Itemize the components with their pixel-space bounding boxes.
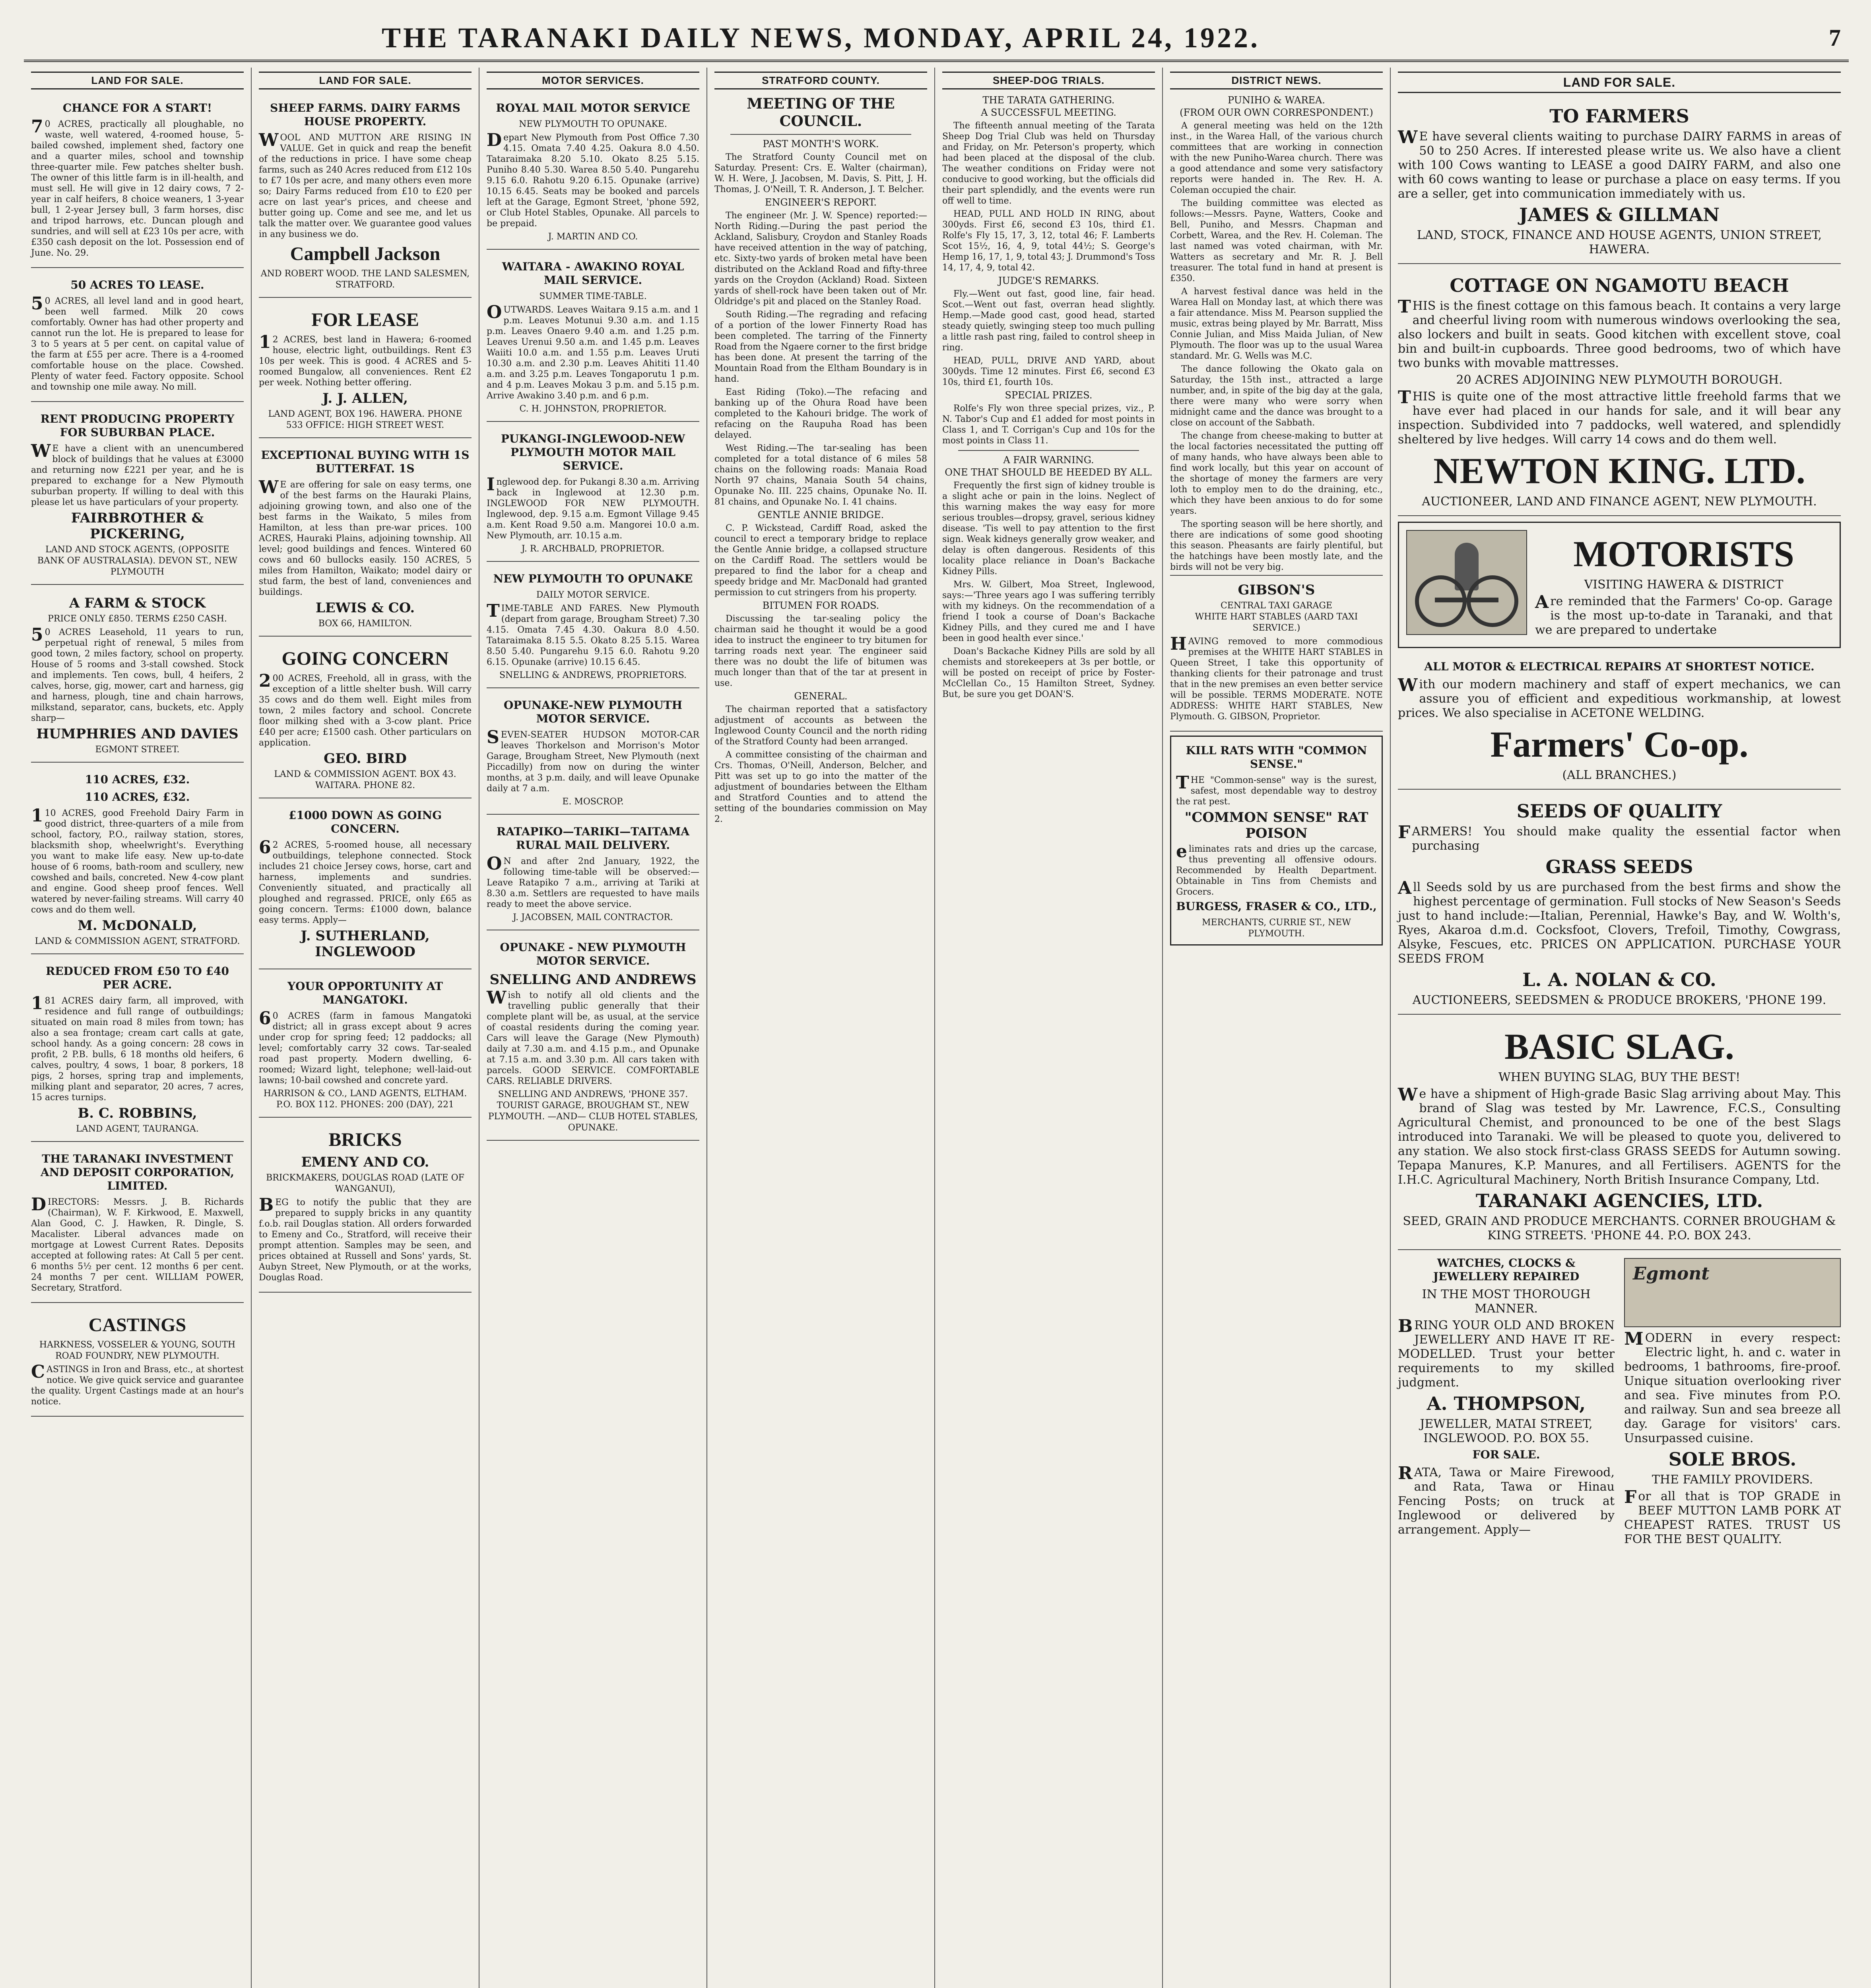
article-section-heading: SPECIAL PRIZES. <box>1005 390 1093 401</box>
article-paragraph: South Riding.—The regrading and refacing of a portion of the lower Finnerty Road has been completed. The tarring of the Finnerty Road from the Ngaere corner to the first bridge has been done. At present the tarring of the Mountain Road from the Eltham Boundary is in hand. <box>714 310 927 384</box>
column-2 <box>252 68 479 1988</box>
advert-body: THE "Common-sense" way is the surest, safest, most dependable way to destroy the rat pest. <box>1176 773 1377 807</box>
advertiser-name: J. SUTHERLAND, INGLEWOOD <box>301 928 430 960</box>
advert-subheading: DAILY MOTOR SERVICE. <box>536 590 650 600</box>
advert-body: THIS is quite one of the most attractive little freehold farms that we have ever had placed in our hands for sale, and it will bear any inspection. Subdivided into 7 paddocks, well watered, and splendidly sheltered by live hedges. Will carry 14 cows and do them well. <box>1398 387 1841 447</box>
advert-body: For all that is TOP GRADE in BEEF MUTTON LAMB PORK AT CHEAPEST RATES. TRUST US FOR THE BEST QUALITY. <box>1624 1487 1841 1546</box>
advert-heading: RENT PRODUCING PROPERTY FOR SUBURBAN PLACE. <box>40 412 235 439</box>
page-number: 7 <box>1829 24 1841 51</box>
advert <box>259 973 472 1118</box>
product-name: GRASS SEEDS <box>1545 856 1693 878</box>
advertiser-name: TARANAKI AGENCIES, LTD. <box>1475 1190 1763 1211</box>
advertiser-name: Campbell Jackson <box>290 243 441 264</box>
article-paragraph: The dance following the Okato gala on Saturday, the 15th inst., attracted a large number, and, in spite of the big day at the gala, there were many who were sorry when midnight came and the dance was brought to a close on account of the Sabbath. <box>1170 364 1383 428</box>
advert <box>31 767 244 954</box>
article-paragraph: Doan's Backache Kidney Pills are sold by all chemists and storekeepers at 3s per bottle, or will be posted on receipt of price by Foster-McClellan Co., 15 Hamilton Street, Sydney. But, be sure you get DOAN'S. <box>942 646 1155 699</box>
advert <box>259 302 472 438</box>
divider <box>730 134 911 135</box>
advert-heading: TO FARMERS <box>1549 105 1689 127</box>
advert-body: FARMERS! You should make quality the essential factor when purchasing <box>1398 822 1841 853</box>
advertiser-address: LAND AGENT, BOX 196. HAWERA. PHONE 533 OFFICE: HIGH STREET WEST. <box>268 409 462 430</box>
advert-heading: NEW PLYMOUTH TO OPUNAKE <box>493 572 693 585</box>
motorists-advert <box>1398 522 1841 648</box>
advertiser-name: J. J. ALLEN, <box>322 390 408 406</box>
advert-body: 181 ACRES dairy farm, all improved, with residence and full range of outbuildings; situated on main road 8 miles from town; has also a sea frontage; cream cart calls at gate, school handy. As a going concern: 28 cows in profit, 2 P.B. bulls, 6 18 months old heifers, 6 calves, poultry, 4 sows, 1 boar, 8 porkers, 18 pigs, 2 horses, spring trap and implements, milking plant and separator, 20 acres, 7 acres, 15 acres turnips. <box>31 993 244 1103</box>
advert-heading: OPUNAKE - NEW PLYMOUTH MOTOR SERVICE. <box>500 941 686 967</box>
advert <box>1398 1254 1615 1549</box>
advert-body: 50 ACRES, all level land and in good heart, been well farmed. Milk 20 cows comfortably. Owner has had other property and cannot run the lot. He is prepared to lease for 3 to 5 years at 5 per cent. on capital value of the farm at £55 per acre. There is a 4-roomed comfortable house on the place. Cowshed. Plenty of water feed. Factory opposite. School and township one mile away. No mill. <box>31 293 244 392</box>
column-7 <box>1391 68 1848 1988</box>
advert <box>31 1307 244 1417</box>
article-section-heading: JUDGE'S REMARKS. <box>998 275 1099 286</box>
advert <box>487 566 699 688</box>
advert-heading: BRICKS <box>328 1129 402 1150</box>
article-byline: (FROM OUR OWN CORRESPONDENT.) <box>1180 107 1373 118</box>
article-paragraph: Frequently the first sign of kidney trouble is a slight ache or pain in the loins. Neglect of this warning makes the way easy for more serious troubles—dropsy, gravel, serious kidney disease. 'Tis well to pay attention to the first sign. Weak kidneys generally grow weaker, and delay is often dangerous. Residents of this locality place reliance in Doan's Backache Kidney Pills. <box>942 481 1155 577</box>
advert-body: Are reminded that the Farmers' Co-op. Garage is the most up-to-date in Taranaki, and that we are prepared to undertake <box>1535 592 1832 637</box>
advert <box>31 589 244 763</box>
advert-subheading: 20 ACRES ADJOINING NEW PLYMOUTH BOROUGH. <box>1456 373 1783 387</box>
advert-body: WE are offering for sale on easy terms, one of the best farms on the Hauraki Plains, adjoining growing town, and also one of the best farms in the Waikato, 5 miles from Hamilton, at less than pre-war prices. 100 ACRES, Hauraki Plains, adjoining township. All level; good buildings and fences. Wintered 60 cows and 60 bullocks easily. 150 ACRES, 5 miles from Hamilton, Waikato; model dairy or stud farm, the best of land, conveniences and buildings. <box>259 477 472 597</box>
article-section-heading: GENTLE ANNIE BRIDGE. <box>757 509 884 520</box>
advertiser-name: BURGESS, FRASER & CO., LTD., <box>1176 900 1377 913</box>
advert-heading: KILL RATS WITH "COMMON SENSE." <box>1186 744 1367 771</box>
advertiser-name: J. R. ARCHBALD, PROPRIETOR. <box>521 544 665 554</box>
advert <box>1170 736 1383 945</box>
advertiser-name: LEWIS & CO. <box>315 600 415 616</box>
advert-heading: 110 ACRES, £32. <box>85 790 190 804</box>
advertiser-name: HARRISON & CO., LAND AGENTS, ELTHAM. P.O. BOX 112. PHONES: 200 (DAY), 221 <box>263 1089 467 1110</box>
advert-body: WE have a client with an unencumbered block of buildings that he values at £3000 and returning now £221 per year, and he is prepared to exchange for a New Plymouth suburban property. If willing to deal with this please let us have particulars of your property. <box>31 441 244 507</box>
advert-body: 200 ACRES, Freehold, all in grass, with the exception of a little shelter bush. Will carry 35 cows and do them well. Eight miles from town, 2 miles factory and school. Concrete floor milking shed with a 3-cow plant. Price £40 per acre; £1500 cash. Other particulars on application. <box>259 671 472 748</box>
advert-body: MODERN in every respect: Electric light, h. and c. water in bedrooms, 1 bathrooms, fire-proof. Unique situation overlooking river and sea. Five minutes from P.O. and railway. Sun and sea breeze all day. Garage for visitors' cars. Unsurpassed cuisine. <box>1624 1329 1841 1445</box>
article-title: THE TARATA GATHERING. <box>982 95 1115 106</box>
advert-heading: WAITARA - AWAKINO ROYAL MAIL SERVICE. <box>502 260 684 287</box>
advert-heading: GOING CONCERN <box>281 648 449 669</box>
advert-subheading: THE FAMILY PROVIDERS. <box>1652 1473 1813 1487</box>
article-title: A FAIR WARNING. <box>1003 454 1094 466</box>
advert <box>31 95 244 268</box>
article-paragraph: C. P. Wickstead, Cardiff Road, asked the council to erect a temporary bridge to replace the Gentle Annie bridge, a collapsed structure on the Cardiff Road. The settlers would be prepared to find the labor for a cheap and speedy bridge and Mr. MacDonald had granted permission to cut stringers from his property. <box>714 523 927 598</box>
article-subtitle: ONE THAT SHOULD BE HEEDED BY ALL. <box>945 467 1153 478</box>
advertiser-address: LAND & COMMISSION AGENT. BOX 43. WAITARA. PHONE 82. <box>274 769 456 790</box>
advertiser-name: THE TARANAKI INVESTMENT AND DEPOSIT CORPORATION, LIMITED. <box>40 1152 235 1192</box>
advert-body: 70 ACRES, practically all ploughable, no waste, well watered, 4-roomed house, 5-bailed cowshed, implement shed, factory one and a quarter miles, school and township three-quarter mile. Few patches shelter bush. The owner of this little farm is in ill-health, and must sell. He will give in 12 dairy cows, 7 2-year in calf heifers, 8 choice weaners, 1 3-year bull, 1 2-year Jersey bull, 3 farm horses, disc and tripod harrows, etc. Duncan plough and sundries, and will sell at £23 10s per acre, with £350 cash deposit on the lot. Possession end of June. No. 29. <box>31 116 244 258</box>
advert <box>31 272 244 402</box>
advert-body: 62 ACRES, 5-roomed house, all necessary outbuildings, telephone connected. Stock includes 21 choice Jersey cows, horse, cart and harness, implements and sundries. Conveniently situated, and practically all ploughed and regrassed. PRICE, only £65 as going concern. Terms: £1000 down, balance easy terms. Apply— <box>259 837 472 925</box>
advertiser-name: HUMPHRIES AND DAVIES <box>36 726 239 742</box>
advert-subheading: WHEN BUYING SLAG, BUY THE BEST! <box>1498 1070 1741 1084</box>
article-subtitle: PAST MONTH'S WORK. <box>763 138 879 149</box>
advert <box>259 442 472 637</box>
advertiser-name: SNELLING AND ANDREWS <box>489 972 697 988</box>
advert-heading: FOR LEASE <box>311 309 419 330</box>
advert-heading: EXCEPTIONAL BUYING WITH 1S BUTTERFAT. 1S <box>261 448 470 475</box>
article-paragraph: Fly.—Went out fast, good line, fair head. Scot.—Went out fast, overran head slightly. Hemp.—Made good cast, good head, started steady quietly, swinging steep too much pulling a little rash past ring, failed to control sheep in ring. <box>942 289 1155 353</box>
advertiser-address: SEED, GRAIN AND PRODUCE MERCHANTS. CORNER BROUGHAM & KING STREETS. 'PHONE 44. P.O. BOX 243. <box>1403 1214 1836 1242</box>
article-paragraph: The fifteenth annual meeting of the Tarata Sheep Dog Trial Club was held on Thursday and Friday, on Mr. Peterson's property, which had been placed at the disposal of the club. The weather conditions on Friday were not conducive to good working, but the officials did their part splendidly, and the events were run off well to time. <box>942 121 1155 206</box>
advert-heading: A FARM & STOCK <box>69 595 206 611</box>
advert-body: SEVEN-SEATER HUDSON MOTOR-CAR leaves Thorkelson and Morrison's Motor Garage, Brougham Street, New Plymouth (next Piccadilly) from now on during the winter months, at 3 p.m. daily, and will leave Opunake daily at 7 a.m. <box>487 727 699 794</box>
masthead-title: THE TARANAKI DAILY NEWS, MONDAY, APRIL 24, 1922. <box>382 21 1260 54</box>
advert-heading: CHANCE FOR A START! <box>62 101 212 115</box>
motorcar-illustration <box>1406 530 1527 635</box>
advert <box>1398 794 1841 1015</box>
advertiser-address: LAND AND STOCK AGENTS, (OPPOSITE BANK OF AUSTRALASIA). DEVON ST., NEW PLYMOUTH <box>37 545 238 577</box>
advertiser-address: JEWELLER, MATAI STREET, INGLEWOOD. P.O. BOX 55. <box>1420 1417 1593 1445</box>
article-paragraph: The engineer (Mr. J. W. Spence) reported:— North Riding.—During the past period the Ackland, Salisbury, Croydon and Stanley Roads have received attention in the way of patching, etc. Sixty-two yards of broken metal have been distributed on the Ackland Road and fifty-three yards on the Croydon (Ackland) Road. Sixteen yards of shell-rock have been taken out of Mr. Oldridge's pit and placed on the Stanley Road. <box>714 211 927 307</box>
article-paragraph: West Riding.—The tar-sealing has been completed for a total distance of 6 miles 58 chains on the following roads: Manaia Road North 97 chains, Manaia South 54 chains, Opunake No. III. 225 chains, Opunake No. II. 81 chains, and Opunake No. I. 41 chains. <box>714 443 927 507</box>
advert-body: HAVING removed to more commodious premises at the WHITE HART STABLES in Queen Street, I take this opportunity of thanking clients for their patronage and trust that in the new premises an even better service will be possible. TERMS MODERATE. NOTE ADDRESS: WHITE HART STABLES, New Plymouth. G. GIBSON, Proprietor. <box>1170 634 1383 722</box>
masthead <box>24 16 1849 62</box>
advert-heading: YOUR OPPORTUNITY AT MANGATOKI. <box>287 980 443 1006</box>
column-5 <box>935 68 1163 1988</box>
columns <box>24 68 1849 1988</box>
advert <box>1624 1254 1841 1549</box>
advert-heading: 50 ACRES TO LEASE. <box>70 278 204 291</box>
divider <box>958 450 1139 451</box>
advert-heading: COTTAGE ON NGAMOTU BEACH <box>1450 275 1789 296</box>
advertiser-address: HARKNESS, VOSSELER & YOUNG, SOUTH ROAD FOUNDRY, NEW PLYMOUTH. <box>39 1340 236 1361</box>
advert-body: BEG to notify the public that they are prepared to supply bricks in any quantity f.o.b. rail Douglas station. All orders forwarded to Emeny and Co., Stratford, will receive their prompt attention. Samples may be seen, and prices obtained at Russell and Sons' yards, St. Aubyn Street, New Plymouth, or at the works, Douglas Road. <box>259 1195 472 1283</box>
advert <box>259 1122 472 1293</box>
advert-subheading: SUMMER TIME-TABLE. <box>539 291 647 301</box>
column-header: SHEEP-DOG TRIALS. <box>942 72 1155 89</box>
article-paragraph: East Riding (Toko).—The refacing and banking up of the Ohura Road have been completed to the Kahouri bridge. The work of refacing on the Raupuha Road has been delayed. <box>714 387 927 440</box>
column-header: DISTRICT NEWS. <box>1170 72 1383 89</box>
advert-body: 110 ACRES, good Freehold Dairy Farm in good district, three-quarters of a mile from school, factory, P.O., railway station, stores, blacksmith shop, wheelwright's. Everything you want to make life easy. New up-to-date house of 6 rooms, bath-room and scullery, new cowshed and bails, concreted. New 4-cow plant and engine. Good sheep proof fences. Well watered by never-failing streams. Will carry 40 cows and do them well. <box>31 806 244 915</box>
article-section-heading: GENERAL. <box>794 691 848 702</box>
advert <box>487 692 699 815</box>
advert <box>31 406 244 585</box>
column-header: LAND FOR SALE. <box>1398 72 1841 93</box>
advertiser-name: E. MOSCROP. <box>562 797 624 807</box>
product-name: "COMMON SENSE" RAT POISON <box>1184 810 1368 841</box>
article-subtitle: A SUCCESSFUL MEETING. <box>981 107 1116 118</box>
column-header: STRATFORD COUNTY. <box>714 72 927 89</box>
column-6 <box>1163 68 1391 1988</box>
advertiser-address: (ALL BRANCHES.) <box>1562 768 1677 782</box>
advert <box>487 934 699 1141</box>
advertiser-address: SNELLING AND ANDREWS, 'PHONE 357. TOURIST GARAGE, BROUGHAM ST., NEW PLYMOUTH. —AND— CLUB HOTEL STABLES, OPUNAKE. <box>488 1089 698 1133</box>
hotel-logo-text: Egmont <box>1633 1264 1710 1284</box>
advert-price: PRICE ONLY £850. TERMS £250 CASH. <box>48 614 227 624</box>
advertiser-name: C. H. JOHNSTON, PROPRIETOR. <box>519 404 667 414</box>
timetable: Depart New Plymouth from Post Office 7.30 4.15. Omata 7.40 4.25. Oakura 8.0 4.50. Tataraimaka 8.20 5.10. Okato 8.25 5.15. Puniho 8.40 5.30. Warea 8.50 5.40. Pungarehu 9.15 6.0. Rahotu 9.20 6.15. Opunake (arrive) 10.15 6.45. Seats may be booked and parcels left at the Garage, Egmont Street, 'phone 592, or Club Hotel Stables, Opunake. All parcels to be prepaid. <box>487 130 699 229</box>
advert-body: WE have several clients waiting to purchase DAIRY FARMS in areas of 50 to 250 Acres. If interested please write us. We also have a client with 100 Cows wanting to LEASE a good DAIRY FARM, and also one with 60 cows wanting to lease or purchase a place on easy terms. If you are a seller, get into communication immediately with us. <box>1398 127 1841 201</box>
advert-subheading: NEW PLYMOUTH TO OPUNAKE. <box>519 119 667 129</box>
advert-body: All Seeds sold by us are purchased from the best firms and show the highest percentage of germination. Full stocks of New Season's Seeds just to hand include:—Italian, Perennial, Hawke's Bay, and W. Wolth's, Ryes, Akaroa d.m.d. Cocksfoot, Clovers, Trefoil, Timothy, Cowgrass, Alsyke, Fescues, etc. PRICES ON APPLICATION. PURCHASE YOUR SEEDS FROM <box>1398 878 1841 966</box>
advert <box>1398 1019 1841 1250</box>
article-section-heading: ENGINEER'S REPORT. <box>765 197 877 208</box>
article-paragraph: A committee consisting of the chairman and Crs. Thomas, O'Neill, Anderson, Belcher, and Pitt was set up to go into the matter of the adjustment of boundaries between the Eltham and Stratford Counties and to attend the setting of the boundaries commission on May 2. <box>714 750 927 824</box>
article-paragraph: Discussing the tar-sealing policy the chairman said he thought it would be a good idea to instruct the engineer to try bitumen for tarring roads next year. The engineer said there was no doubt the life of bitumen was much longer than that of the tar at present in use. <box>714 614 927 688</box>
hotel-illustration <box>1624 1258 1841 1327</box>
advert <box>1398 268 1841 516</box>
article-paragraph: A harvest festival dance was held in the Warea Hall on Monday last, at which there was a fair attendance. Miss M. Pearson supplied the music, extras being played by Mr. Barratt, Miss Connie Julian, and Miss Maida Julian, of New Plymouth. The floor was up to the usual Warea standard. Mr. G. Wells was M.C. <box>1170 287 1383 361</box>
advert-body: 50 ACRES Leasehold, 11 years to run, perpetual right of renewal, 5 miles from good town, 2 miles factory, school on property. House of 5 rooms and 3-stall cowshed. Stock and implements. Ten cows, bull, 4 heifers, 2 calves, horse, gig, mower, cart and harness, gig and harness, plough, tine and chain harrows, milkstand, separator, cans, buckets, etc. Apply sharp— <box>31 625 244 723</box>
article-paragraph: The sporting season will be here shortly, and there are indications of some good shooting this season. Pheasants are fairly plentiful, but the hatchings have been mostly late, and the birds will not be very big. <box>1170 519 1383 572</box>
wheel-icon <box>1467 575 1518 627</box>
article-title: PUNIHO & WAREA. <box>1227 95 1325 106</box>
advertiser-name: A. THOMPSON, <box>1427 1393 1586 1414</box>
advertiser-name: NEWTON KING. LTD. <box>1433 450 1805 491</box>
article-paragraph: HEAD, PULL AND HOLD IN RING, about 300yds. First £6, second £3 10s, third £1. Rolfe's Fly 15, 17, 3, 12, total 46; F. Lamberts Scot 15½, 16, 4, 9, total 44½; S. George's Hemp 16, 17, 1, 9, total 43; J. Drummond's Toss 14, 17, 4, 9, total 42. <box>942 209 1155 273</box>
advertiser-name: SOLE BROS. <box>1668 1448 1797 1470</box>
advert-heading: REDUCED FROM £50 TO £40 PER ACRE. <box>46 965 229 991</box>
advertiser-address: BOX 66, HAMILTON. <box>318 619 412 629</box>
article-paragraph: The chairman reported that a satisfactory adjustment of accounts as between the Inglewood County Council and the north riding of the Stratford County had been arranged. <box>714 705 927 747</box>
advertiser-name: GEO. BIRD <box>324 751 407 767</box>
advert-subheading: WHITE HART STABLES (AARD TAXI SERVICE.) <box>1195 612 1358 633</box>
article-paragraph: HEAD, PULL, DRIVE AND YARD, about 300yds. Time 12 minutes. First £6, second £3 10s, third £1, fourth 10s. <box>942 356 1155 387</box>
advert-subheading: VISITING HAWERA & DISTRICT <box>1584 578 1784 592</box>
advert-body: BRING YOUR OLD AND BROKEN JEWELLERY AND HAVE IT RE-MODELLED. Trust your better requirements to my skilled judgment. <box>1398 1316 1615 1390</box>
article-paragraph: Mrs. W. Gilbert, Moa Street, Inglewood, says:—'Three years ago I was suffering terribly with my kidneys. On the recommendation of a friend I took a course of Doan's Backache Kidney Pills, and they cured me and I have been in good health ever since.' <box>942 580 1155 643</box>
advert <box>487 426 699 562</box>
advertiser-name: M. McDONALD, <box>78 918 197 934</box>
column-3 <box>479 68 707 1988</box>
advertiser-name: SNELLING & ANDREWS, PROPRIETORS. <box>499 670 687 680</box>
advertiser-name: J. MARTIN AND CO. <box>548 232 638 242</box>
advert-heading: OPUNAKE-NEW PLYMOUTH MOTOR SERVICE. <box>503 699 683 725</box>
advert-body: With our modern machinery and staff of expert mechanics, we can assure you of efficient and expeditious workmanship, at lowest prices. We also specialise in ACETONE WELDING. <box>1398 675 1841 720</box>
advert-body: 60 ACRES (farm in famous Mangatoki district; all in grass except about 9 acres under crop for spring feed; 12 paddocks; all level; comfortably carry 32 cows. Tar-sealed road past property. Modern dwelling, 6-roomed; Wizard light, telephone; well-laid-out lawns; 10-bail cowshed and concrete yard. <box>259 1008 472 1085</box>
advertiser-address: AND ROBERT WOOD. THE LAND SALESMEN, STRATFORD. <box>260 269 470 290</box>
advert <box>1398 99 1841 264</box>
advertiser-address: EGMONT STREET. <box>95 745 180 755</box>
advert-body: CASTINGS in Iron and Brass, etc., at shortest notice. We give quick service and guarantee the quality. Urgent Castings made at an hour's notice. <box>31 1362 244 1407</box>
advertiser-address: AUCTIONEER, LAND AND FINANCE AGENT, NEW PLYMOUTH. <box>1422 495 1817 509</box>
advert <box>487 95 699 250</box>
advert <box>259 95 472 298</box>
column-header: MOTOR SERVICES. <box>487 72 699 89</box>
advert <box>487 819 699 930</box>
advertiser-name: L. A. NOLAN & CO. <box>1522 969 1716 990</box>
advert-body: 12 ACRES, best land in Hawera; 6-roomed house, electric light, outbuildings. Rent £3 10s per week. This is good. 4 ACRES and 5-roomed Bungalow, all conveniences. Rent £2 per week. Nothing better offering. <box>259 332 472 388</box>
column-1 <box>24 68 252 1988</box>
column-header: LAND FOR SALE. <box>31 72 244 89</box>
advert-heading: CASTINGS <box>88 1314 186 1336</box>
advert-body: We have a shipment of High-grade Basic Slag arriving about May. This brand of Slag was tested by Mr. Lawrence, F.C.S., Consulting Agricultural Chemist, and pronounced to be one of the best Slags introduced into Taranaki. We will be pleased to quote you, delivered to any station. We also stock first-class GRASS SEEDS for Autumn sowing. Tepapa Manures, K.P. Manures, and all Fertilisers. AGENTS for the I.H.C. Agricultural Machinery, North British Insurance Company, Ltd. <box>1398 1085 1841 1187</box>
advertiser-name: EMENY AND CO. <box>301 1154 429 1170</box>
timetable: TIME-TABLE AND FARES. New Plymouth (depart from garage, Brougham Street) 7.30 4.15. Omata 7.45 4.30. Oakura 8.0 4.50. Tataraimaka 8.15 5.5. Okato 8.25 5.15. Warea 8.50 5.40. Pungarehu 9.15 6.0. Rahotu 9.20 6.15. Opunake (arrive) 10.15 6.45. <box>487 601 699 667</box>
advert <box>31 1146 244 1303</box>
advert-body: ON and after 2nd January, 1922, the following time-table will be observed:— Leave Ratapiko 7 a.m., arriving at Tariki at 8.30 a.m. Settlers are requested to have mails ready to meet the above service. <box>487 854 699 909</box>
advert-heading: BASIC SLAG. <box>1504 1026 1734 1067</box>
advert-body: THIS is the finest cottage on this famous beach. It contains a very large and cheerful living room with numerous windows overlooking the sea, also lockers and built in seats. Good kitchen with excellent stove, coal bin and built-in cupboards. Three good bedrooms, two of which have two bunks with movable mattresses. <box>1398 297 1841 370</box>
advert-body: RATA, Tawa or Maire Firewood, and Rata, Tawa or Hinau Fencing Posts; on truck at Inglewood or delivered by arrangement. Apply— <box>1398 1463 1615 1537</box>
advert-subheading: CENTRAL TAXI GARAGE <box>1220 601 1333 611</box>
advertiser-address: MERCHANTS, CURRIE ST., NEW PLYMOUTH. <box>1202 918 1351 939</box>
article-paragraph: Rolfe's Fly won three special prizes, viz., P. N. Tabor's Cup and £1 added for most points in Class 1, and T. Corrigan's Cup and 10s for the most points in Class 11. <box>942 404 1155 446</box>
advert <box>487 254 699 422</box>
article-title: MEETING OF THE COUNCIL. <box>747 95 895 130</box>
column-header: LAND FOR SALE. <box>259 72 472 89</box>
advertiser-name: J. JACOBSEN, MAIL CONTRACTOR. <box>513 912 673 922</box>
advert-body: Wish to notify all old clients and the travelling public generally that their complete plant will be, as usual, at the service of coastal residents during the coming year. Cars will leave the Garage (New Plymouth) daily at 7.30 a.m. and 4.15 p.m., and Opunake at 7.15 a.m. and 3.30 p.m. All cars taken with parcels. GOOD SERVICE. COMFORTABLE CARS. RELIABLE DRIVERS. <box>487 988 699 1086</box>
advert <box>1170 575 1383 732</box>
advertiser-address: LAND & COMMISSION AGENT, STRATFORD. <box>35 936 240 946</box>
advert-heading: FOR SALE. <box>1472 1448 1540 1461</box>
advert <box>259 641 472 798</box>
bottom-adverts <box>1398 1254 1841 1549</box>
advert-heading: RATAPIKO—TARIKI—TAITAMA RURAL MAIL DELIVERY. <box>496 825 690 852</box>
timetable: Inglewood dep. for Pukangi 8.30 a.m. Arriving back in Inglewood at 12.30 p.m. INGLEWOOD FOR NEW PLYMOUTH. Inglewood, dep. 9.15 a.m. Egmont Village 9.45 a.m. Kent Road 9.50 a.m. Mangorei 10.0 a.m. New Plymouth, arr. 10.15 a.m. <box>487 474 699 541</box>
article-section-heading: BITUMEN FOR ROADS. <box>762 600 879 611</box>
advert-body: WOOL AND MUTTON ARE RISING IN VALUE. Get in quick and reap the benefit of the reductions in price. I have some cheap farms, such as 240 Acres reduced from £12 10s to £7 10s per acre, and many others even more so; Dairy Farms reduced from £10 to £20 per acre on last year's prices, and cheese and butter going up. Come and see me, and let us talk the matter over. We guarantee good values in any business we do. <box>259 130 472 239</box>
wheel-icon <box>1415 575 1467 627</box>
advertiser-address: BRICKMAKERS, DOUGLAS ROAD (LATE OF WANGANUI), <box>266 1173 464 1194</box>
advertiser-address: LAND AGENT, TAURANGA. <box>76 1124 199 1134</box>
advert-heading: PUKANGI-INGLEWOOD-NEW PLYMOUTH MOTOR MAIL SERVICE. <box>501 432 685 472</box>
timetable: OUTWARDS. Leaves Waitara 9.15 a.m. and 1 p.m. Leaves Motunui 9.30 a.m. and 1.15 p.m. Leaves Onaero 9.40 a.m. and 1.25 p.m. Leaves Urenui 9.50 a.m. and 1.45 p.m. Leaves Waiiti 10.0 a.m. and 1.55 p.m. Leaves Uruti 10.30 a.m. and 2.30 p.m. Leaves Ahititi 11.40 a.m. and 3.25 p.m. Leaves Tongaporutu 1 p.m. and 4 p.m. Leaves Mokau 3 p.m. and 5.15 p.m. Arrive Awakino 3.40 p.m. and 6 p.m. <box>487 302 699 401</box>
advert-body: DIRECTORS: Messrs. J. B. Richards (Chairman), W. F. Kirkwood, E. Maxwell, Alan Good, C. J. Hawken, R. Dingle, S. Macalister. Liberal advances made on mortgage at Lowest Current Rates. Deposits accepted at following rates: At Call 5 per cent. 6 months 5½ per cent. 12 months 6 per cent. 24 months 7 per cent. WILLIAM POWER, Secretary, Stratford. <box>31 1194 244 1293</box>
advert-heading: ALL MOTOR & ELECTRICAL REPAIRS AT SHORTEST NOTICE. <box>1424 660 1815 673</box>
column-4 <box>707 68 935 1988</box>
article-paragraph: The Stratford County Council met on Saturday. Present: Crs. E. Walter (chairman), W. H. Were, J. Jacobsen, M. Davis, S. Pitt, J. H. Thomas, J. O'Neill, T. R. Anderson, J. T. Belcher. <box>714 152 927 194</box>
advertiser-name: FAIRBROTHER & PICKERING, <box>71 510 204 542</box>
advert-heading: WATCHES, CLOCKS & JEWELLERY REPAIRED <box>1433 1256 1580 1283</box>
article-paragraph: The change from cheese-making to butter at the local factories necessitated the putting off of many hands, who have always been able to find work locally, but this year on account of the shortage of money the farmers are very loth to employ men to do the draining, etc., which they have been anxious to do for some years. <box>1170 431 1383 516</box>
advertiser-address: LAND, STOCK, FINANCE AND HOUSE AGENTS, UNION STREET, HAWERA. <box>1417 228 1822 256</box>
advert-heading: MOTORISTS <box>1573 534 1794 574</box>
advert-heading: 110 ACRES, £32. <box>85 773 190 786</box>
advert-heading: SEEDS OF QUALITY <box>1516 800 1722 822</box>
article-paragraph: A general meeting was held on the 12th inst., in the Warea Hall, of the various church committees that are working in connection with the new Puniho-Warea church. There was a good attendance and some very satisfactory reports were handed in. The Rev. H. A. Coleman occupied the chair. <box>1170 121 1383 195</box>
advert <box>259 802 472 969</box>
advertiser-name: GIBSON'S <box>1238 582 1315 598</box>
motorists-text <box>1535 530 1832 640</box>
article-paragraph: The building committee was elected as follows:—Messrs. Payne, Watters, Cooke and Bell, Puniho, and Messrs. Chapman and Corbett, Warea, and the Rev. H. Coleman. The last named was voted chairman, with Mr. Watters as secretary and Mr. R. J. Bell treasurer. The total fund in hand at present is £350. <box>1170 198 1383 283</box>
advert-subheading: IN THE MOST THOROUGH MANNER. <box>1422 1287 1591 1316</box>
advertiser-address: AUCTIONEERS, SEEDSMEN & PRODUCE BROKERS, 'PHONE 199. <box>1412 993 1826 1007</box>
advert-heading: SHEEP FARMS. DAIRY FARMS HOUSE PROPERTY. <box>270 101 460 128</box>
advertiser-name: JAMES & GILLMAN <box>1519 204 1720 225</box>
advert <box>31 958 244 1142</box>
advert-body: eliminates rats and dries up the carcase, thus preventing all offensive odours. Recommended by Health Department. Obtainable in Tins from Chemists and Grocers. <box>1176 841 1377 897</box>
advertiser-name: B. C. ROBBINS, <box>78 1105 197 1121</box>
advert-heading: £1000 DOWN AS GOING CONCERN. <box>288 809 442 835</box>
advert <box>1398 654 1841 790</box>
advert-heading: ROYAL MAIL MOTOR SERVICE <box>496 101 690 115</box>
advertiser-name: Farmers' Co-op. <box>1490 724 1749 765</box>
